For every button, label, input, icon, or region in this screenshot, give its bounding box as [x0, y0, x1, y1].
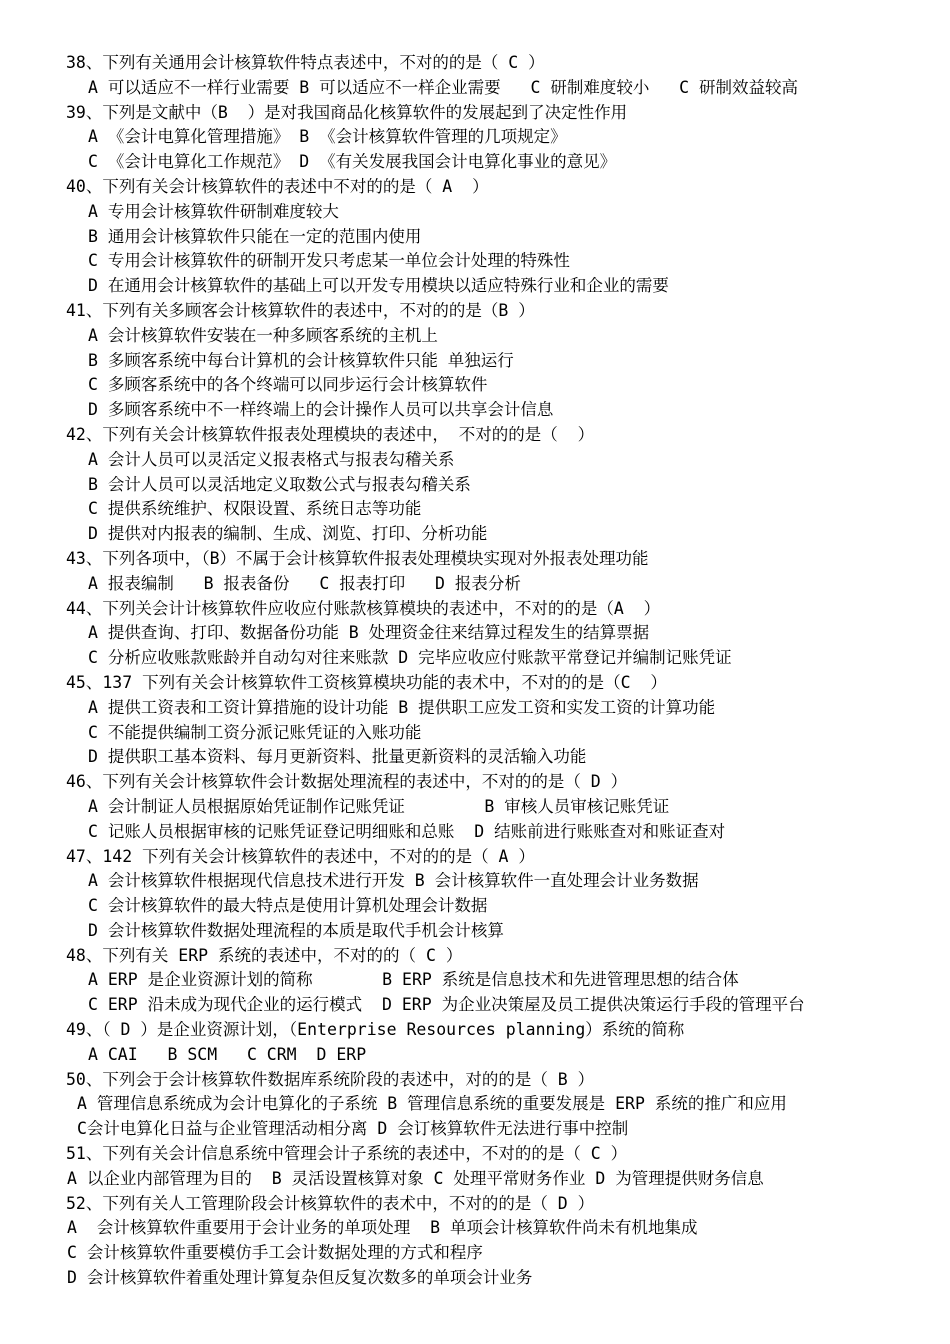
option-line: A 提供工资表和工资计算措施的设计功能 B 提供职工应发工资和实发工资的计算功能	[88, 697, 716, 717]
option-line: C会计电算化日益与企业管理活动相分离 D 会订核算软件无法进行事中控制	[77, 1119, 629, 1139]
option-line: C 会计核算软件的最大特点是使用计算机处理会计数据	[88, 896, 488, 916]
option-line: D 会计核算软件数据处理流程的本质是取代手机会计核算	[88, 920, 504, 940]
option-line: C 多顾客系统中的各个终端可以同步运行会计核算软件	[88, 375, 488, 395]
question-line: 42、下列有关会计核算软件报表处理模块的表述中， 不对的的是（ ）	[66, 424, 595, 444]
option-line: A 会计核算软件根据现代信息技术进行开发 B 会计核算软件一直处理会计业务数据	[88, 871, 699, 891]
question-line: 48、下列有关 ERP 系统的表述中，不对的的（ C ）	[66, 945, 463, 965]
option-line: B 多顾客系统中每台计算机的会计核算软件只能 单独运行	[88, 350, 514, 370]
option-line: C 《会计电算化工作规范》 D 《有关发展我国会计电算化事业的意见》	[88, 152, 617, 172]
question-line: 51、下列有关会计信息系统中管理会计子系统的表述中，不对的的是（ C ）	[66, 1144, 628, 1164]
option-line: C ERP 沿未成为现代企业的运行模式 D ERP 为企业决策屋及员工提供决策运行手段的管理平台	[88, 995, 805, 1015]
question-line: 47、142 下列有关会计核算软件的表述中，不对的的是（ A ）	[66, 846, 535, 866]
question-line: 43、下列各项中，（B）不属于会计核算软件报表处理模块实现对外报表处理功能	[66, 548, 649, 568]
option-line: A 会计人员可以灵活定义报表格式与报表勾稽关系	[88, 449, 455, 469]
option-line: A 报表编制 B 报表备份 C 报表打印 D 报表分析	[88, 573, 521, 593]
question-line: 50、下列会于会计核算软件数据库系统阶段的表述中，对的的是（ B ）	[66, 1069, 595, 1089]
option-line: A 以企业内部管理为目的 B 灵活设置核算对象 C 处理平常财务作业 D 为管理提供财务信息	[67, 1168, 764, 1188]
option-line: C 专用会计核算软件的研制开发只考虑某一单位会计处理的特殊性	[88, 251, 570, 271]
question-line: 40、下列有关会计核算软件的表述中不对的的是（ A ）	[66, 176, 489, 196]
option-line: D 在通用会计核算软件的基础上可以开发专用模块以适应特殊行业和企业的需要	[88, 276, 669, 296]
option-line: C 记账人员根据审核的记账凭证登记明细账和总账 D 结账前进行账账查对和账证查对	[88, 821, 726, 841]
option-line: C 会计核算软件重要模仿手工会计数据处理的方式和程序	[67, 1243, 483, 1263]
question-line: 44、下列关会计计核算软件应收应付账款核算模块的表述中，不对的的是（A ）	[66, 598, 661, 618]
option-line: A 会计核算软件重要用于会计业务的单项处理 B 单项会计核算软件尚未有机地集成	[67, 1218, 698, 1238]
option-line: A 管理信息系统成为会计电算化的子系统 B 管理信息系统的重要发展是 ERP 系统的推广和应用	[77, 1094, 787, 1114]
question-line: 39、下列是文献中（B ）是对我国商品化核算软件的发展起到了决定性作用	[66, 102, 628, 122]
question-list	[66, 51, 936, 1291]
question-line: 41、下列有关多顾客会计核算软件的表述中，不对的的是（B ）	[66, 300, 535, 320]
option-line: C 提供系统维护、权限设置、系统日志等功能	[88, 499, 422, 519]
option-line: D 提供职工基本资料、每月更新资料、批量更新资料的灵活输入功能	[88, 747, 587, 767]
option-line: A CAI B SCM C CRM D ERP	[88, 1044, 367, 1064]
question-line: 45、137 下列有关会计核算软件工资核算模块功能的表术中，不对的的是（C ）	[66, 672, 667, 692]
option-line: D 多顾客系统中不一样终端上的会计操作人员可以共享会计信息	[88, 400, 554, 420]
option-line: D 会计核算软件着重处理计算复杂但反复次数多的单项会计业务	[67, 1268, 533, 1288]
option-line: A ERP 是企业资源计划的简称 B ERP 系统是信息技术和先进管理思想的结合体	[88, 970, 739, 990]
option-line: A 《会计电算化管理措施》 B 《会计核算软件管理的几项规定》	[88, 127, 567, 147]
option-line: A 提供查询、打印、数据备份功能 B 处理资金往来结算过程发生的结算票据	[88, 623, 650, 643]
option-line: A 可以适应不一样行业需要 B 可以适应不一样企业需要 C 研制难度较小 C 研制效益较高	[88, 77, 799, 97]
question-line: 52、下列有关人工管理阶段会计核算软件的表术中，不对的的是（ D ）	[66, 1193, 595, 1213]
question-line: 38、下列有关通用会计核算软件特点表述中，不对的的是（ C ）	[66, 53, 545, 72]
option-line: A 专用会计核算软件研制难度较大	[88, 201, 339, 221]
option-line: D 提供对内报表的编制、生成、浏览、打印、分析功能	[88, 524, 488, 544]
question-line: 46、下列有关会计核算软件会计数据处理流程的表述中，不对的的是（ D ）	[66, 772, 628, 792]
option-line: A 会计核算软件安装在一种多顾客系统的主机上	[88, 325, 438, 345]
option-line: C 不能提供编制工资分派记账凭证的入账功能	[88, 722, 422, 742]
question-line: 49、（ D ）是企业资源计划，（Enterprise Resources planning）系统的简称	[66, 1020, 685, 1040]
option-line: B 通用会计核算软件只能在一定的范围内使用	[88, 226, 422, 246]
option-line: B 会计人员可以灵活地定义取数公式与报表勾稽关系	[88, 474, 471, 494]
option-line: C 分析应收账款账龄并自动勾对往来账款 D 完毕应收应付账款平常登记并编制记账凭证	[88, 648, 732, 668]
option-line: A 会计制证人员根据原始凭证制作记账凭证 B 审核人员审核记账凭证	[88, 796, 670, 816]
